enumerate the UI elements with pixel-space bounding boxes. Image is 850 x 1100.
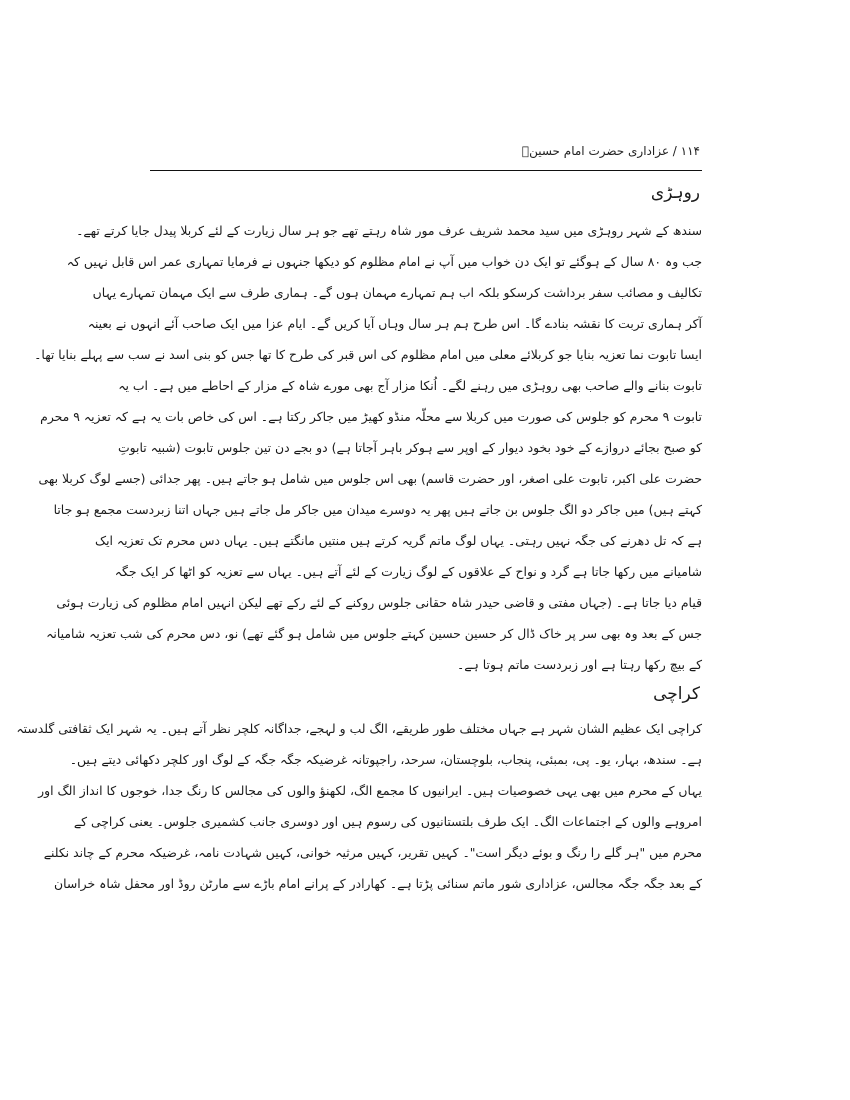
- text-line: جب وہ ۸۰ سال کے ہوگئے تو ایک دن خواب میں آپ نے امام مظلوم کو دیکھا جنہوں نے فرمایا تمہاری عمر اس قابل نہیں کہ: [66, 254, 702, 269]
- running-header: ۱۱۴ / عزاداری حضرت امام حسینؑ: [521, 144, 700, 158]
- section-heading-rohri: روہڑی: [650, 183, 700, 203]
- text-line: کو صبح بجائے دروازے کے خود بخود دیوار کے اوپر سے ہوکر باہر آجاتا ہے) دو بجے دن تین جلوس تابوت (شبیہ تابوتِ: [117, 440, 702, 455]
- text-line: ایسا تابوت نما تعزیہ بنایا جو کربلائے معلی میں امام مظلوم کی اس قبر کی طرح کا تھا جس کو بنی اسد نے سب سے پہلے بنایا تھا۔: [34, 347, 702, 362]
- text-line: شامیانے میں رکھا جاتا ہے گرد و نواح کے علاقوں کے لوگ زیارت کے لئے آتے ہیں۔ یہاں سے تعزیہ کو اٹھا کر ایک جگہ: [114, 564, 702, 579]
- text-line: سندھ کے شہر روہڑی میں سید محمد شریف عرف مور شاہ رہتے تھے جو ہر سال زیارت کے لئے کربلا پیدل جایا کرتے تھے۔: [76, 223, 702, 238]
- text-line: ہے۔ سندھ، بہار، یو۔ پی، بمبئی، پنجاب، بلوچستان، سرحد، راجپوتانہ غرضیکہ جگہ جگہ کے لوگ اور کلچر دکھائی دیتے ہیں۔: [69, 752, 702, 767]
- text-line: امروہے والوں کے اجتماعات الگ۔ ایک طرف بلتستانیوں کی رسوم ہیں اور دوسری جانب کشمیری جلوس۔ یعنی کراچی کے: [73, 814, 702, 829]
- section-heading-karachi: کراچی: [653, 684, 700, 704]
- text-line: تابوت بنانے والے صاحب بھی روہڑی میں رہنے لگے۔ اُنکا مزار آج بھی مورے شاہ کے مزار کے احاطے میں ہے۔ اب یہ: [118, 378, 702, 393]
- text-line: کے بیچ رکھا رہتا ہے اور زبردست ماتم ہوتا ہے۔: [457, 657, 702, 672]
- text-line: یہاں کے محرم میں بھی یہی خصوصیات ہیں۔ ایرانیوں کا مجمع الگ، لکھنؤ والوں کی مجالس کا رنگ جدا، خوجوں کا انداز الگ اور: [38, 783, 702, 798]
- text-line: ہے کہ تل دھرنے کی جگہ نہیں رہتی۔ یہاں لوگ ماتم گریہ کرتے ہیں منتیں مانگتے ہیں۔ یہاں دس محرم تک تعزیہ ایک: [94, 533, 702, 548]
- paragraph-rohri: [34, 215, 702, 680]
- text-line: محرم میں "ہر گلے را رنگ و بوئے دیگر است"۔ کہیں تقریر، کہیں مرثیہ خوانی، کہیں شہادت نامہ، غرضیکہ محرم کے چاند نکلنے: [43, 845, 702, 860]
- header-rule: [150, 170, 702, 171]
- paragraph-karachi: [16, 713, 702, 899]
- text-line: تابوت ۹ محرم کو جلوس کی صورت میں کربلا سے محلّہ منڈو کھیڑ میں جاکر رکتا ہے۔ اس کی خاص بات یہ ہے کہ تعزیہ ۹ محرم: [40, 409, 702, 424]
- text-line: آکر ہماری تربت کا نقشہ بنادے گا۔ اس طرح ہم ہر سال وہاں آیا کریں گے۔ ایام عزا میں ایک صاحب آئے انہوں نے بعینہ: [87, 316, 702, 331]
- text-line: جس کے بعد وہ بھی سر پر خاک ڈال کر حسین حسین کہتے جلوس میں شامل ہو گئے تھے) نو، دس محرم کی شب تعزیہ شامیانہ: [46, 626, 702, 641]
- text-line: کراچی ایک عظیم الشان شہر ہے جہاں مختلف طور طریقے، الگ لب و لہجے، جداگانہ کلچر نظر آتے ہیں۔ یہ شہر ایک ثقافتی گلدستہ: [16, 721, 702, 736]
- text-line: حضرت علی اکبر، تابوت علی اصغر، اور حضرت قاسم) بھی اس جلوس میں شامل ہو جاتے ہیں۔ پھر جدائی (جسے لوگ کربلا بھی: [38, 471, 702, 486]
- text-line: قیام دیا جاتا ہے۔ (جہاں مفتی و قاضی حیدر شاہ حقانی جلوس روکنے کے لئے رکے تھے لیکن انہیں امام مظلوم کی زیارت ہوئی: [56, 595, 702, 610]
- text-line: تکالیف و مصائب سفر برداشت کرسکو بلکہ اب ہم تمہارے مہمان ہوں گے۔ ہماری طرف سے ایک مہمان تمہارے یہاں: [92, 285, 702, 300]
- text-line: کہتے ہیں) میں جاکر دو الگ جلوس بن جاتے ہیں پھر یہ دوسرے میدان میں جاکر مل جاتے ہیں جہاں اتنا زبردست مجمع ہو جاتا: [53, 502, 702, 517]
- text-line: کے بعد جگہ جگہ مجالس، عزاداری شور ماتم سنائی پڑتا ہے۔ کھارادر کے پرانے امام باڑے سے مارٹن روڈ اور محفل شاہ خراسان: [53, 876, 702, 891]
